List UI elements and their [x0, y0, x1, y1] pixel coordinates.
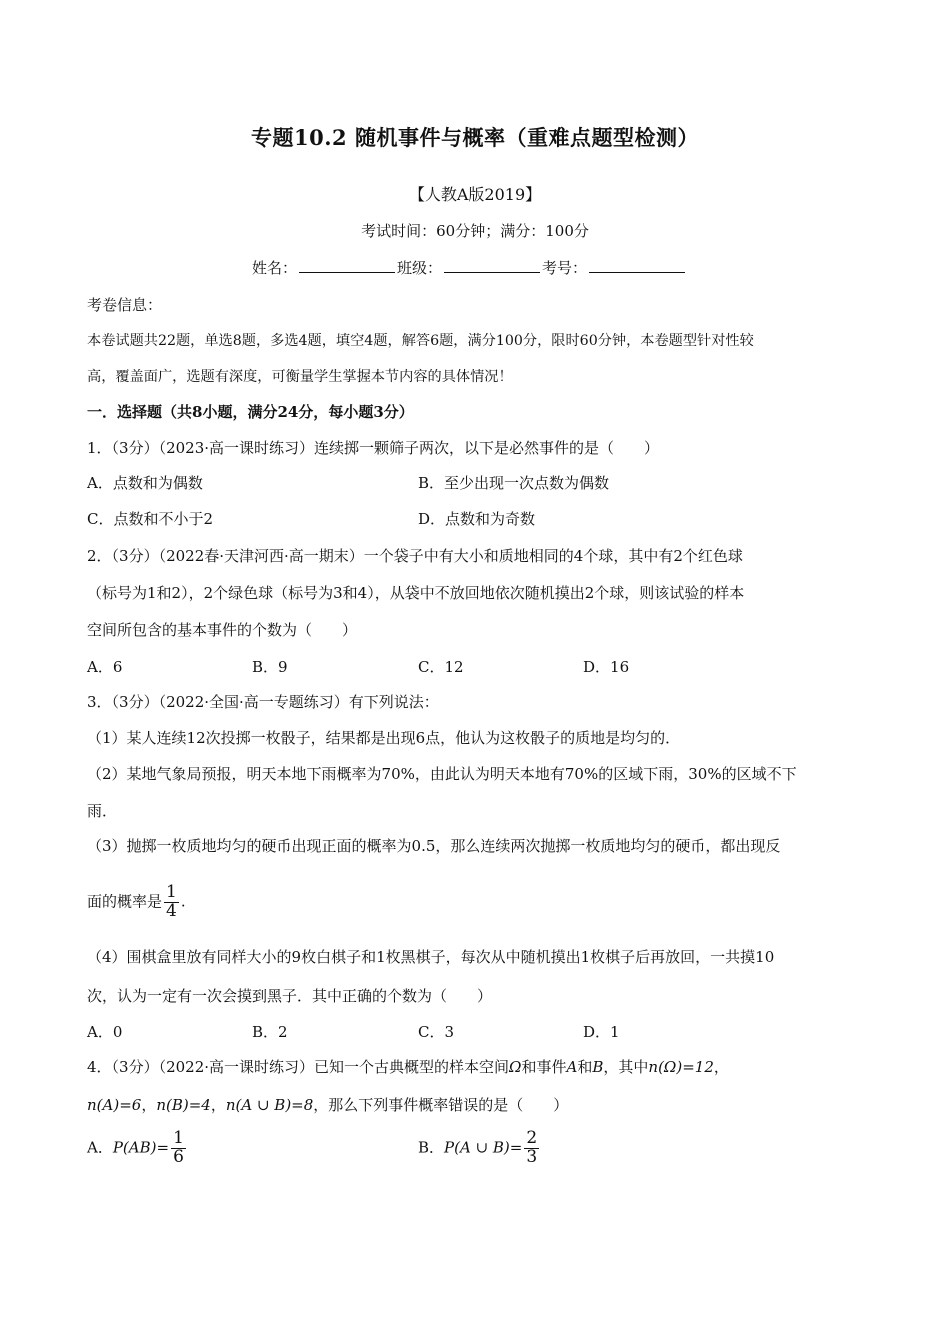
q4-event-a: A: [566, 1058, 578, 1076]
number-blank: [589, 258, 685, 273]
q3-statement-2a: （2）某地气象局预报，明天本地下雨概率为70%，由此认为明天本地有70%的区域下雨，30%的区域不下: [87, 765, 797, 783]
q2-line-3: 空间所包含的基本事件的个数为（ ）: [87, 621, 358, 639]
q1-option-c: C．点数和不小于2: [87, 510, 214, 528]
q4-line-2: [87, 1094, 568, 1115]
q4-n-a: n(A)=6: [87, 1096, 142, 1114]
info-line-2: 高，覆盖面广，选题有深度，可衡量学生掌握本节内容的具体情况！: [87, 369, 513, 385]
q4-text-e: ，: [713, 1058, 729, 1076]
edition-label: 【人教A版2019】: [408, 185, 542, 204]
q4-text-a: 4．（3分）（2022·高一课时练习）已知一个古典概型的样本空间: [87, 1058, 510, 1076]
q2-option-c: C．12: [418, 658, 464, 676]
q4-option-b: [418, 1130, 541, 1167]
q3-statement-1: （1）某人连续12次投掷一枚骰子，结果都是出现6点，他认为这枚骰子的质地是均匀的．: [87, 729, 681, 747]
q3-option-a: A．0: [87, 1023, 123, 1041]
q4-option-b-den: 3: [526, 1146, 538, 1167]
q3-s3-end: .: [180, 892, 186, 911]
number-label: 考号：: [542, 259, 588, 277]
q3-fraction-num: 1: [166, 882, 177, 902]
q4-text-f: ，那么下列事件概率错误的是（ ）: [313, 1096, 569, 1114]
q4-option-a-num: 1: [173, 1128, 184, 1148]
q3-option-b: B．2: [252, 1023, 288, 1041]
name-label: 姓名：: [252, 259, 298, 277]
q4-option-a-label: A．: [87, 1138, 113, 1157]
q1-stem: 1．（3分）（2023·高一课时练习）连续掷一颗筛子两次，以下是必然事件的是（ ）: [87, 439, 660, 457]
exam-time: 考试时间：60分钟；满分：100分: [361, 222, 589, 240]
q4-text-c: 和: [577, 1058, 593, 1076]
q3-fraction-den: 4: [166, 900, 177, 921]
q1-option-b: B．至少出现一次点数为偶数: [418, 474, 610, 492]
q1-option-a: A．点数和为偶数: [87, 474, 203, 492]
q4-n-b: n(B)=4: [156, 1096, 211, 1114]
class-label: 班级：: [397, 259, 443, 277]
q2-option-b: B．9: [252, 658, 288, 676]
q3-statement-2b: 雨．: [87, 802, 118, 820]
q4-text-d: ，其中: [603, 1058, 649, 1076]
student-info-line: [252, 257, 687, 278]
page-title: 专题10.2 随机事件与概率（重难点题型检测）: [251, 125, 699, 150]
q3-statement-4b: 次，认为一定有一次会摸到黑子．其中正确的个数为（ ）: [87, 987, 493, 1005]
q4-option-b-expr: P(A ∪ B)=: [444, 1138, 523, 1157]
q3-option-c: C．3: [418, 1023, 455, 1041]
q3-s3-text: 面的概率是: [87, 892, 163, 911]
q4-sep-1: ，: [141, 1096, 157, 1114]
section-heading: 一．选择题（共8小题，满分24分，每小题3分）: [87, 403, 414, 421]
q1-option-d: D．点数和为奇数: [418, 510, 536, 528]
q2-line-2: （标号为1和2），2个绿色球（标号为3和4），从袋中不放回地依次随机摸出2个球，则该试验的样本: [87, 584, 745, 602]
q4-text-b: 和事件: [521, 1058, 567, 1076]
q4-option-b-num: 2: [526, 1128, 538, 1148]
q4-option-a-expr: P(AB)=: [112, 1138, 170, 1157]
q4-option-a: [87, 1130, 188, 1167]
name-blank: [299, 258, 395, 273]
class-blank: [444, 258, 540, 273]
info-heading: 考卷信息：: [87, 296, 163, 314]
q4-option-a-fraction: [171, 1130, 186, 1167]
q4-n-aub: n(A ∪ B)=8: [225, 1096, 314, 1114]
q4-sep-2: ，: [210, 1096, 226, 1114]
q4-line-1: [87, 1056, 729, 1077]
q3-fraction: [164, 884, 179, 921]
q3-statement-3b: [87, 884, 186, 921]
q3-statement-3a: （3）抛掷一枚质地均匀的硬币出现正面的概率为0.5，那么连续两次抛掷一枚质地均匀的硬币，都出现反: [87, 837, 781, 855]
q2-option-a: A．6: [87, 658, 123, 676]
q3-statement-4a: （4）围棋盒里放有同样大小的9枚白棋子和1枚黑棋子，每次从中随机摸出1枚棋子后再放回，一共摸10: [87, 948, 775, 966]
q4-option-b-label: B．: [418, 1138, 445, 1157]
q3-option-d: D．1: [583, 1023, 620, 1041]
q4-omega: Ω: [509, 1058, 522, 1076]
q4-event-b: B: [592, 1058, 604, 1076]
info-line-1: 本卷试题共22题，单选8题，多选4题，填空4题，解答6题，满分100分，限时60分钟，本卷题型针对性较: [87, 333, 754, 349]
q3-stem: 3．（3分）（2022·全国·高一专题练习）有下列说法：: [87, 693, 439, 711]
q2-option-d: D．16: [583, 658, 630, 676]
q4-option-a-den: 6: [173, 1146, 184, 1167]
q4-option-b-fraction: [524, 1130, 539, 1167]
q4-n-omega: n(Ω)=12: [648, 1058, 714, 1076]
q2-line-1: 2．（3分）（2022春·天津河西·高一期末）一个袋子中有大小和质地相同的4个球，其中有2个红色球: [87, 547, 743, 565]
